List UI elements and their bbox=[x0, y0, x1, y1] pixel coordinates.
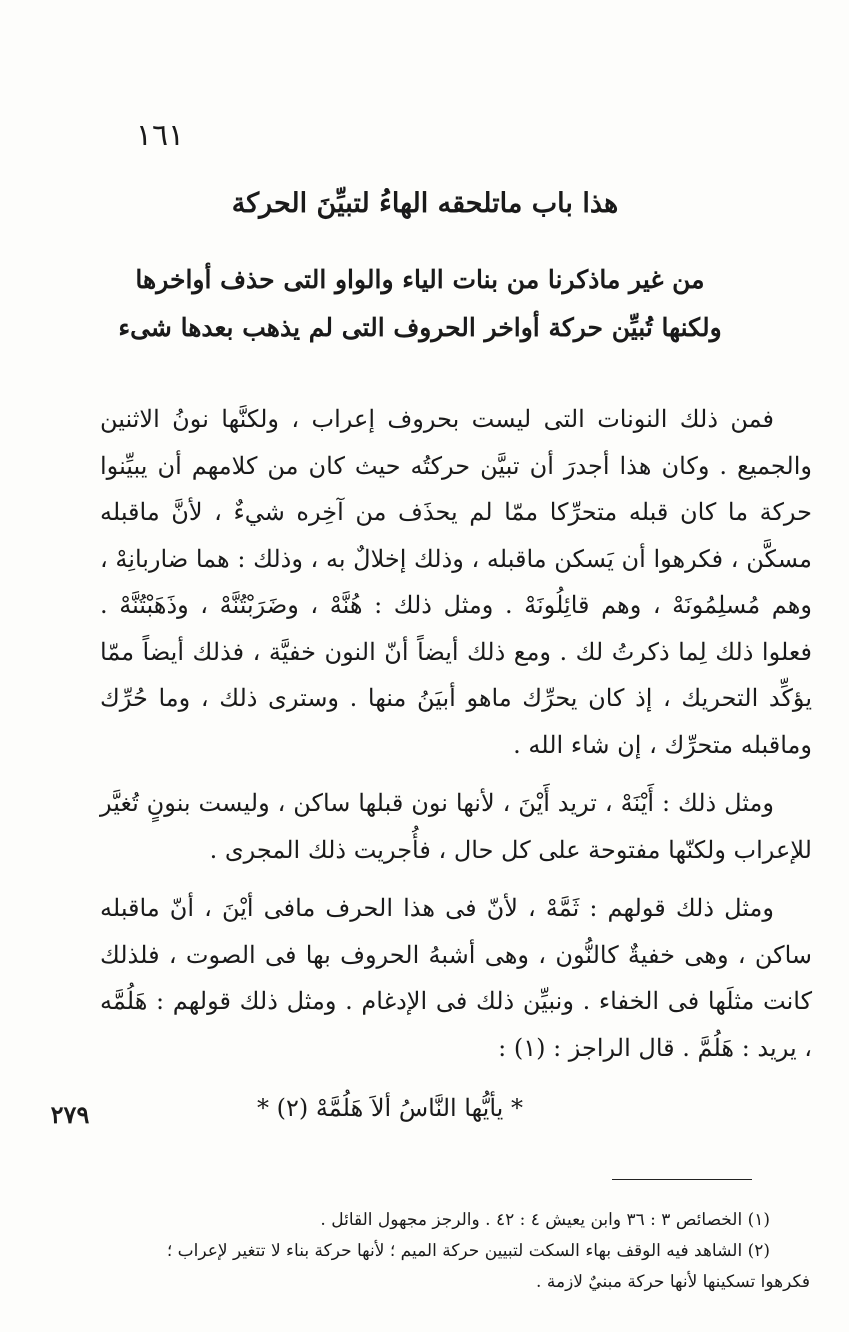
footnote-continuation: فكرهوا تسكينها لأنها حركة مبنيٌ لازمة . bbox=[536, 1272, 810, 1292]
footnotes bbox=[95, 1205, 810, 1298]
footnote: (١) الخصائص ٣ : ٣٦ وابن يعيش ٤ : ٤٢ . والرجز مجهول القائل . bbox=[320, 1210, 770, 1230]
body-text bbox=[100, 396, 812, 1083]
page-number: ١٦١ bbox=[135, 118, 185, 153]
subtitle-line: ولكنها تُبيِّن حركة أواخر الحروف التى لم يذهب بعدها شىء bbox=[118, 313, 722, 342]
margin-reference-number: ٢٧٩ bbox=[50, 1100, 90, 1129]
footnote: (٢) الشاهد فيه الوقف بهاء السكت لتبيين حركة الميم ؛ لأنها حركة بناء لا تتغير لإعراب ؛ bbox=[166, 1241, 770, 1261]
chapter-subtitle bbox=[100, 256, 740, 352]
footnote-divider bbox=[612, 1179, 752, 1180]
paragraph: فمن ذلك النونات التى ليست بحروف إعراب ، ولكنَّها نونُ الاثنين والجميع . وكان هذا أجدرَ أن تبيَّن حركتُه حيث كان من كلامهم أن يبيِّنوا حركة ما كان قبله متحرِّكا ممّا لم يحذَف من آخِره شيءٌ ، لأنَّ ماقبله مسكَّن ، فكرهوا أن يَسكن ماقبله ، وذلك إخلالٌ به ، وذلك : هما ضاربانِهْ ، وهم مُسلِمُونَهْ ، وهم قائِلُونَهْ . ومثل ذلك : هُنَّهْ ، وضَرَبْتُنَّهْ ، وذَهَبْتُنَّهْ . فعلوا ذلك لِما ذكرتُ لك . ومع ذلك أيضاً أنّ النون خفيَّة ، فذلك أيضاً ممّا يؤكِّد التحريك ، إذ كان يحرِّك ماهو أبيَنُ منها . وسترى ذلك ، وما حُرِّك وماقبله متحرِّك ، إن شاء الله . bbox=[100, 405, 813, 759]
subtitle-line: من غير ماذكرنا من بنات الياء والواو التى حذف أواخرها bbox=[135, 265, 705, 294]
paragraph: ومثل ذلك : أَيْنَهْ ، تريد أَيْنَ ، لأنها نون قبلها ساكن ، وليست بنونٍ تُغيَّر للإعراب ولكنّها مفتوحة على كل حال ، فأُجريت ذلك المجرى . bbox=[100, 789, 812, 864]
paragraph: ومثل ذلك قولهم : ثَمَّهْ ، لأنّ فى هذا الحرف مافى أيْنَ ، أنّ ماقبله ساكن ، وهى خفيةٌ كالنُّون ، وهى أشبهُ الحروف بها فى الصوت ، فلذلك كانت مثلَها فى الخفاء . ونبيِّن ذلك فى الإدغام . ومثل ذلك قولهم : هَلُمَّه ، يريد : هَلُمَّ . قال الراجز : (١) : bbox=[100, 894, 812, 1062]
verse-line: * يأيُّها النَّاسُ ألاَ هَلُمَّهْ (٢) * bbox=[257, 1094, 523, 1122]
chapter-title: هذا باب ماتلحقه الهاءُ لتبيِّنَ الحركة bbox=[231, 188, 619, 219]
